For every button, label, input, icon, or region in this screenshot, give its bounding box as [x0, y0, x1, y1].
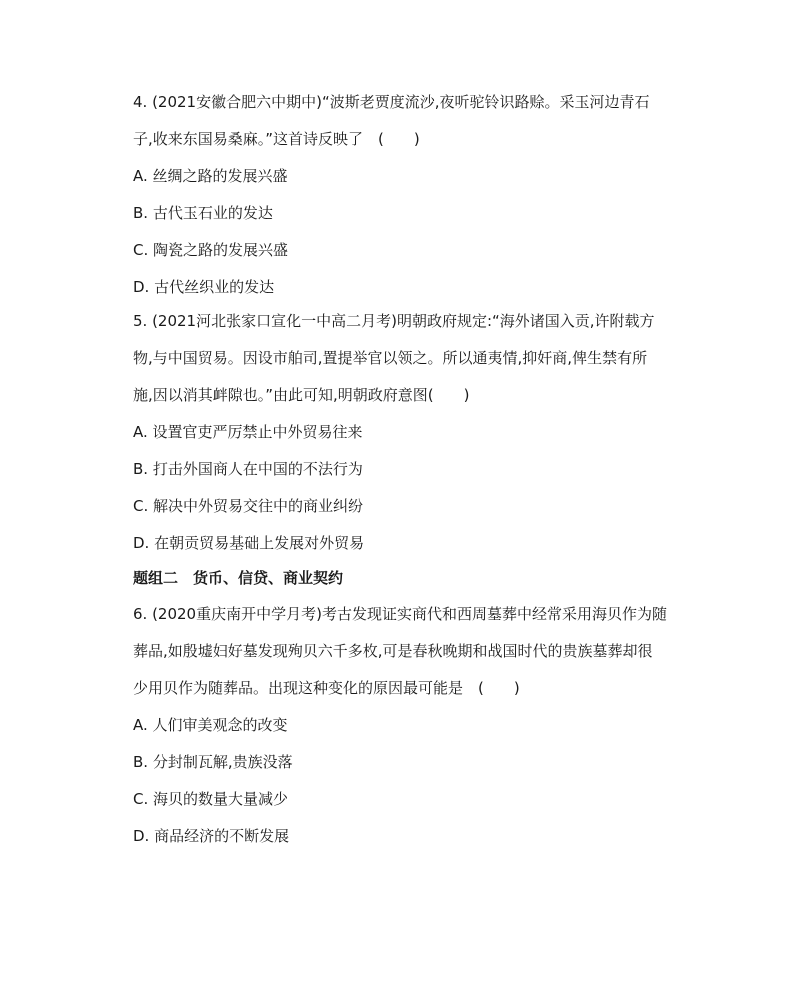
- question-6-option-c: C. 海贝的数量大量减少: [133, 790, 289, 808]
- question-5-option-b: B. 打击外国商人在中国的不法行为: [133, 460, 363, 478]
- question-4-option-d: D. 古代丝织业的发达: [133, 278, 275, 296]
- question-6-option-b: B. 分封制瓦解,贵族没落: [133, 753, 293, 771]
- question-5-stem-line-1: 5. (2021河北张家口宣化一中高二月考)明朝政府规定:“海外诸国入贡,许附载方: [133, 312, 655, 330]
- question-5-option-c: C. 解决中外贸易交往中的商业纠纷: [133, 497, 364, 515]
- question-6-option-d: D. 商品经济的不断发展: [133, 827, 290, 845]
- question-6-option-a: A. 人们审美观念的改变: [133, 716, 288, 734]
- question-4-stem-line-1: 4. (2021安徽合肥六中期中)“波斯老贾度流沙,夜听驼铃识路赊。采玉河边青石: [133, 93, 650, 111]
- question-5-stem-line-3: 施,因以消其衅隙也。”由此可知,明朝政府意图( ): [133, 386, 470, 404]
- question-5-stem-line-2: 物,与中国贸易。因设市舶司,置提举官以领之。所以通夷情,抑奸商,俾生禁有所: [133, 349, 648, 367]
- question-4-stem-line-2: 子,收来东国易桑麻。”这首诗反映了 ( ): [133, 130, 420, 148]
- question-4-option-c: C. 陶瓷之路的发展兴盛: [133, 241, 289, 259]
- question-6-stem-line-2: 葬品,如殷墟妇好墓发现殉贝六千多枚,可是春秋晚期和战国时代的贵族墓葬却很: [133, 642, 653, 660]
- question-4-option-a: A. 丝绸之路的发展兴盛: [133, 167, 288, 185]
- section-heading: 题组二 货币、信贷、商业契约: [133, 569, 344, 587]
- question-6-stem-line-1: 6. (2020重庆南开中学月考)考古发现证实商代和西周墓葬中经常采用海贝作为随: [133, 605, 667, 623]
- question-6-stem-line-3: 少用贝作为随葬品。出现这种变化的原因最可能是 ( ): [133, 679, 520, 697]
- question-4-option-b: B. 古代玉石业的发达: [133, 204, 273, 222]
- question-5-option-d: D. 在朝贡贸易基础上发展对外贸易: [133, 534, 365, 552]
- question-5-option-a: A. 设置官吏严厉禁止中外贸易往来: [133, 423, 363, 441]
